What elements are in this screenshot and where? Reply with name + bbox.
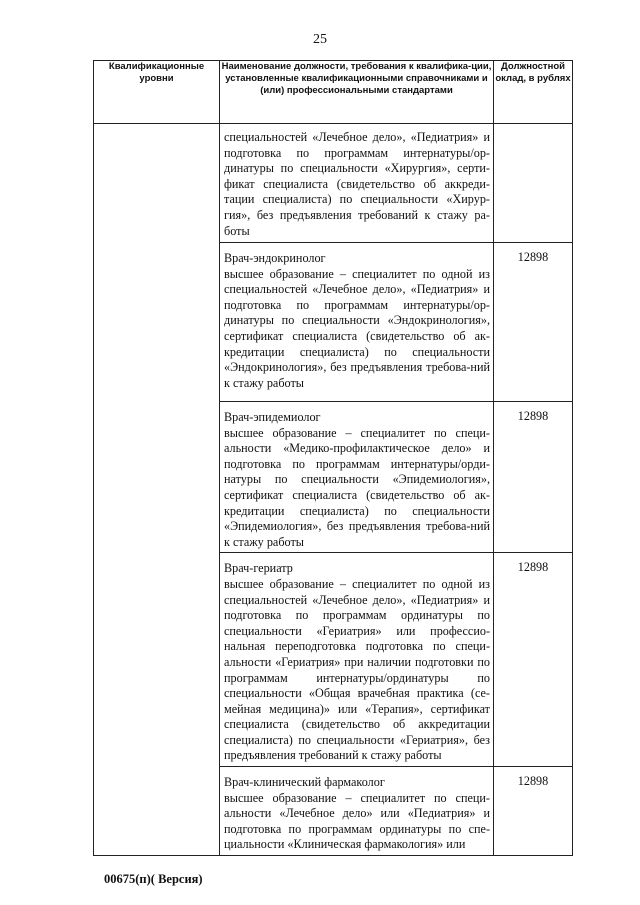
position-title: Врач-эндокринолог — [224, 251, 326, 265]
position-title: Врач-гериатр — [224, 561, 293, 576]
salary-cell — [494, 124, 573, 243]
header-salary: Должностной оклад, в рублях — [494, 61, 573, 124]
position-requirements: высшее образование – специалитет по одной из специальностей «Лечебное дело», «Педиатрия» и подготовка по программам ординатуры по специальности «Гериатрия» или профессио-нальная переподготовка подготовка по специ-альности «Гериатрия» при наличии подготовки по программам интернатуры/ординатуры по специальности «Общая врачебная практика (се-мейная медицина)» или «Терапия», сертификат специалиста (свидетельство об аккредитации специалиста) по специальности «Гериатрия», без предъявления требований к стажу работы — [224, 576, 490, 763]
header-qualification-levels: Квалификационные уровни — [94, 61, 220, 124]
document-code: 00675(п)( Версия) — [104, 872, 203, 886]
position-cell — [220, 243, 494, 402]
qualification-table — [93, 60, 573, 856]
qualification-level-cell — [94, 124, 220, 856]
salary-value: 12898 — [517, 250, 549, 264]
salary-cell — [494, 402, 573, 553]
salary-cell — [494, 243, 573, 402]
header-position-requirements: Наименование должности, требования к квалифика-ции, установленные квалификационными справочниками и (или) профессиональными стандартами — [220, 61, 494, 124]
salary-cell — [494, 553, 573, 767]
salary-value: 12898 — [517, 774, 549, 789]
page-number: 25 — [313, 32, 327, 47]
position-cell — [220, 124, 494, 243]
salary-value: 12898 — [517, 560, 549, 575]
position-cell — [220, 767, 494, 856]
table-header-row — [94, 61, 573, 124]
position-cell — [220, 402, 494, 553]
position-title: Врач-эпидемиолог — [224, 410, 321, 424]
position-cell — [220, 553, 494, 767]
salary-cell — [494, 767, 573, 856]
position-requirements: высшее образование – специалитет по специ-альности «Медико-профилактическое дело» и подготовка по программам интернатуры/орди-натуры по специальности «Эпидемиология», сертификат специалиста (свидетельство об ак-кредитации специалиста) по специальности «Эпидемиология», без предъявления требова-ний к стажу работы — [224, 425, 490, 549]
position-requirements: высшее образование – специалитет по одной из специальностей «Лечебное дело», «Педиатрия» и подготовка по программам интернатуры/ор-динатуры по специальности «Эндокринология», сертификат специалиста (свидетельство об ак-кредитации специалиста) по специальности «Эндокринология», без предъявления требова-ний к стажу работы — [224, 266, 490, 390]
table-row — [94, 124, 573, 243]
salary-value: 12898 — [517, 409, 549, 423]
position-title: Врач-клинический фармаколог — [224, 775, 385, 790]
continuation-text: специальностей «Лечебное дело», «Педиатрия» и подготовка по программам интернатуры/ор-динатуры по специальности «Хирургия», серти-фикат специалиста (свидетельство об аккреди-тации специалиста) по специальности «Хирур-гия», без предъявления требований к стажу ра-боты — [224, 130, 490, 238]
position-requirements: высшее образование – специалитет по специ-альности «Лечебное дело» или «Педиатрия» и подготовка по программам ординатуры по спе-циальности «Клиническая фармакология» или — [224, 790, 490, 852]
